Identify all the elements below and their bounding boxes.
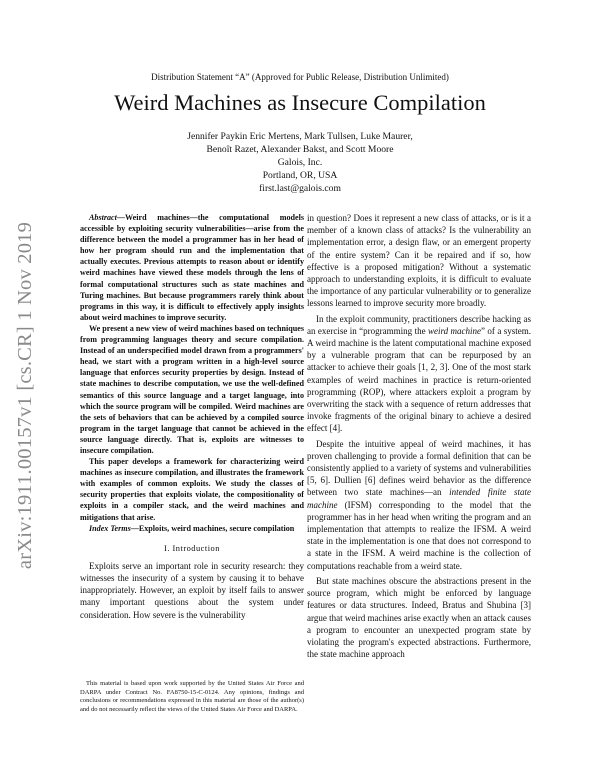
index-terms [80,523,304,534]
right-paragraph-4: But state machines obscure the abstractions present in the source program, which might be enforced by language features or data structures. Indeed, Bratus and Shubina [3] argue that weird machines arise exactly when an attack causes a program to encounter an unexpected program state by violating the program's expected abstractions. Furthermore, the state machine approach [307,575,531,660]
author-organization: Galois, Inc. [277,157,323,168]
abstract-paragraph-3: This paper develops a framework for characterizing weird machines as insecure compilation, and illustrates the framework with examples of common exploits. We study the classes of security properties that exploits violate, the compositionality of exploits in a compiler stack, and the weird machines and mitigations that arise. [80,457,304,522]
right-paragraph-3-a: Despite the intuitive appeal of weird machines, it has proven challenging to provide a formal definition that can be consistently applied to a variety of systems and vulnerabilities [5, 6]. Dullien [6] defines weird behavior as the difference between two state machines—an [307,438,531,498]
section-heading-introduction: I. Introduction [164,543,220,553]
abstract-paragraph-2: We present a new view of weird machines based on techniques from programming languages theory and secure compilation. Instead of an underspecified model drawn from a programmers' head, we start with a program written in a high-level source language that enforces security properties by design. Instead of state machines to describe computation, we use the well-defined semantics of this source language and a target language, into which the source program will be compiled. Weird machines are the sets of behaviors that can be achieved by a compiled source program in the target language that cannot be achieved in the source language directly. That is, exploits are witnesses to insecure compilation. [80,323,304,455]
arxiv-stamp [6,215,46,575]
intro-paragraph-1: Exploits serve an important role in security research: they witnesses the insecurity of a system by causing it to behave inappropriately. However, an exploit by itself fails to answer many important questions about the system under consideration. How severe is the vulnerability [80,560,304,620]
left-column [80,212,304,622]
weird-machine-term: weird machine [427,325,482,336]
right-column [307,212,531,663]
arxiv-identifier: arXiv:1911.00157v1 [cs.CR] 1 Nov 2019 [14,221,37,569]
abstract-paragraph-1 [80,212,304,323]
index-terms-label: Index Terms [89,523,131,533]
right-paragraph-2 [307,313,531,435]
abstract [80,212,304,523]
distribution-statement: Distribution Statement “A” (Approved for Public Release, Distribution Unlimited) [151,72,449,82]
author-email: first.last@galois.com [259,183,341,194]
ifsm-term: intended finite state machine [307,487,531,510]
abstract-label: Abstract [89,213,117,222]
author-location: Portland, OR, USA [262,170,338,181]
funding-footnote: This material is based upon work supported by the United States Air Force and DARPA under Contract No. FA8750-15-C-0124. Any opinions, findings and conclusions or recommendations expressed in this material are those of the author(s) and do not necessarily reflect the views of the United States Air Force and DARPA. [80,680,304,713]
right-paragraph-2-a: In the exploit community, practitioners describe hacking as an exercise in “programming the [307,313,531,336]
index-terms-text: —Exploits, weird machines, secure compilation [130,523,295,533]
abstract-text-1: —Weird machines—the computational models accessible by exploiting security vulnerabilities—arise from the difference between the model a programmer has in her head of how her program should run and the implementation that actually executes. Previous attempts to reason about or identify weird machines have viewed these models through the lens of formal computational structures such as state machines and Turing machines. But because programmers rarely think about programs in this way, it is difficult to effectively apply insights about weird machines to improve security. [80,213,304,322]
right-paragraph-1: in question? Does it represent a new class of attacks, or is it a member of a known class of attacks? Is the vulnerability an implementation error, a design flaw, or an emergent property of the entire system? Can it be repaired and if so, how effective is a proposed mitigation? Without a systematic approach to understanding exploits, it is difficult to evaluate the importance of any particular vulnerability or to generalize lessons learned to improve security more broadly. [307,213,531,309]
author-line-2: Benoît Razet, Alexander Bakst, and Scott Moore [206,144,394,155]
paper-title: Weird Machines as Insecure Compilation [114,90,486,115]
right-paragraph-3-b: (IFSM) corresponding to the model that the programmer has in her head when writing the program and an implementation that attempts to realize the IFSM. A weird state in the implementation is one that does not correspond to a state in the IFSM. A weird machine is the collection of computations reachable from a weird state. [307,499,531,571]
author-block [110,130,490,195]
author-line-1: Jennifer Paykin Eric Mertens, Mark Tullsen, Luke Maurer, [187,131,413,142]
introduction-body [80,560,304,621]
right-paragraph-2-b: ” of a system. A weird machine is the latent computational machine exposed by a vulnerable program that can be repurposed by an attacker to achieve their goals [1, 2, 3]. One of the most stark examples of weird machines in practice is return-oriented programming (ROP), where attackers exploit a program by overwriting the stack with a sequence of return addresses that invoke fragments of the original binary to achieve a desired effect [4]. [307,325,531,434]
right-paragraph-3 [307,438,531,572]
